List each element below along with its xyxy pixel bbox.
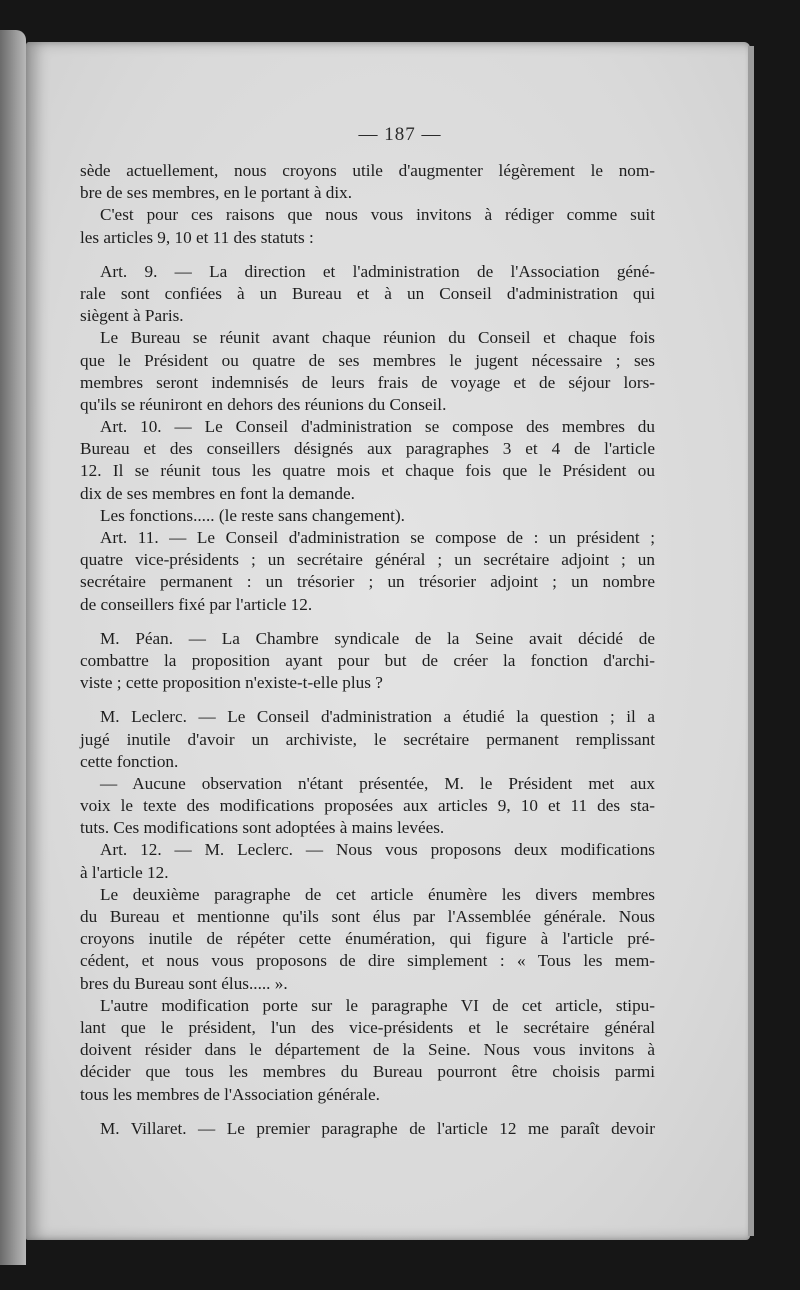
page-number: — 187 —	[358, 124, 442, 145]
text-line: croyons inutile de répéter cette énumération, qui figure à l'article pré-	[80, 929, 655, 949]
text-line: Art. 10. — Le Conseil d'administration se compose des membres du	[100, 417, 655, 437]
text-line: jugé inutile d'avoir un archiviste, le secrétaire permanent remplissant	[80, 729, 655, 749]
text-line: tous les membres de l'Association générale.	[80, 1084, 380, 1104]
text-line: cédent, et nous vous proposons de dire simplement : « Tous les mem-	[80, 951, 655, 971]
text-line: dix de ses membres en font la demande.	[80, 483, 355, 503]
text-line: Art. 11. — Le Conseil d'administration se compose de : un président ;	[100, 528, 655, 547]
text-line: les articles 9, 10 et 11 des statuts :	[80, 227, 314, 247]
text-line: C'est pour ces raisons que nous vous invitons à rédiger comme suit	[100, 205, 655, 225]
text-line: lant que le président, l'un des vice-présidents et le secrétaire général	[80, 1017, 655, 1037]
text-line: Les fonctions..... (le reste sans changement).	[100, 505, 405, 525]
text-line: membres seront indemnisés de leurs frais de voyage et de séjour lors-	[80, 372, 655, 392]
text-line: voix le texte des modifications proposées aux articles 9, 10 et 11 des sta-	[80, 796, 655, 816]
text-line: décider que tous les membres du Bureau pourront être choisis parmi	[80, 1062, 655, 1082]
left-page-edge	[0, 30, 26, 1265]
text-line: tuts. Ces modifications sont adoptées à mains levées.	[80, 818, 445, 838]
text-line: L'autre modification porte sur le paragraphe VI de cet article, stipu-	[100, 995, 655, 1015]
text-line: M. Péan. — La Chambre syndicale de la Seine avait décidé de	[100, 628, 655, 648]
body-text	[80, 160, 655, 1140]
text-line: doivent résider dans le département de la Seine. Nous vous invitons à	[80, 1040, 655, 1060]
text-line: Le deuxième paragraphe de cet article énumère les divers membres	[100, 884, 655, 904]
text-line: secrétaire permanent : un trésorier ; un trésorier adjoint ; un nombre	[80, 572, 655, 592]
text-line: bre de ses membres, en le portant à dix.	[80, 183, 353, 203]
text-line: que le Président ou quatre de ses membres le jugent nécessaire ; ses	[80, 350, 655, 370]
text-line: viste ; cette proposition n'existe-t-elle plus ?	[80, 673, 383, 693]
text-line: cette fonction.	[80, 751, 179, 771]
text-line: Bureau et des conseillers désignés aux paragraphes 3 et 4 de l'article	[80, 439, 655, 459]
text-line: combattre la proposition ayant pour but de créer la fonction d'archi-	[80, 650, 655, 670]
text-line: 12. Il se réunit tous les quatre mois et chaque fois que le Président ou	[80, 461, 655, 481]
text-line: rale sont confiées à un Bureau et à un Conseil d'administration qui	[80, 283, 655, 303]
text-line: Art. 12. — M. Leclerc. — Nous vous proposons deux modifications	[100, 840, 655, 860]
text-line: siègent à Paris.	[80, 306, 184, 326]
page-fore-edge	[748, 46, 754, 1236]
text-line: sède actuellement, nous croyons utile d'augmenter légèrement le nom-	[80, 161, 655, 180]
text-line: Art. 9. — La direction et l'administration de l'Association géné-	[100, 261, 655, 281]
text-line: de conseillers fixé par l'article 12.	[80, 594, 313, 614]
text-line: M. Villaret. — Le premier paragraphe de l'article 12 me paraît devoir	[100, 1118, 655, 1138]
text-line: M. Leclerc. — Le Conseil d'administration a étudié la question ; il a	[100, 707, 655, 727]
text-line: — Aucune observation n'étant présentée, M. le Président met aux	[100, 773, 655, 793]
text-line: du Bureau et mentionne qu'ils sont élus par l'Assemblée générale. Nous	[80, 907, 655, 926]
text-line: quatre vice-présidents ; un secrétaire général ; un secrétaire adjoint ; un	[80, 550, 655, 570]
text-line: bres du Bureau sont élus..... ».	[80, 973, 288, 993]
text-line: à l'article 12.	[80, 862, 169, 882]
text-line: Le Bureau se réunit avant chaque réunion du Conseil et chaque fois	[100, 328, 655, 348]
text-line: qu'ils se réuniront en dehors des réunions du Conseil.	[80, 394, 447, 414]
